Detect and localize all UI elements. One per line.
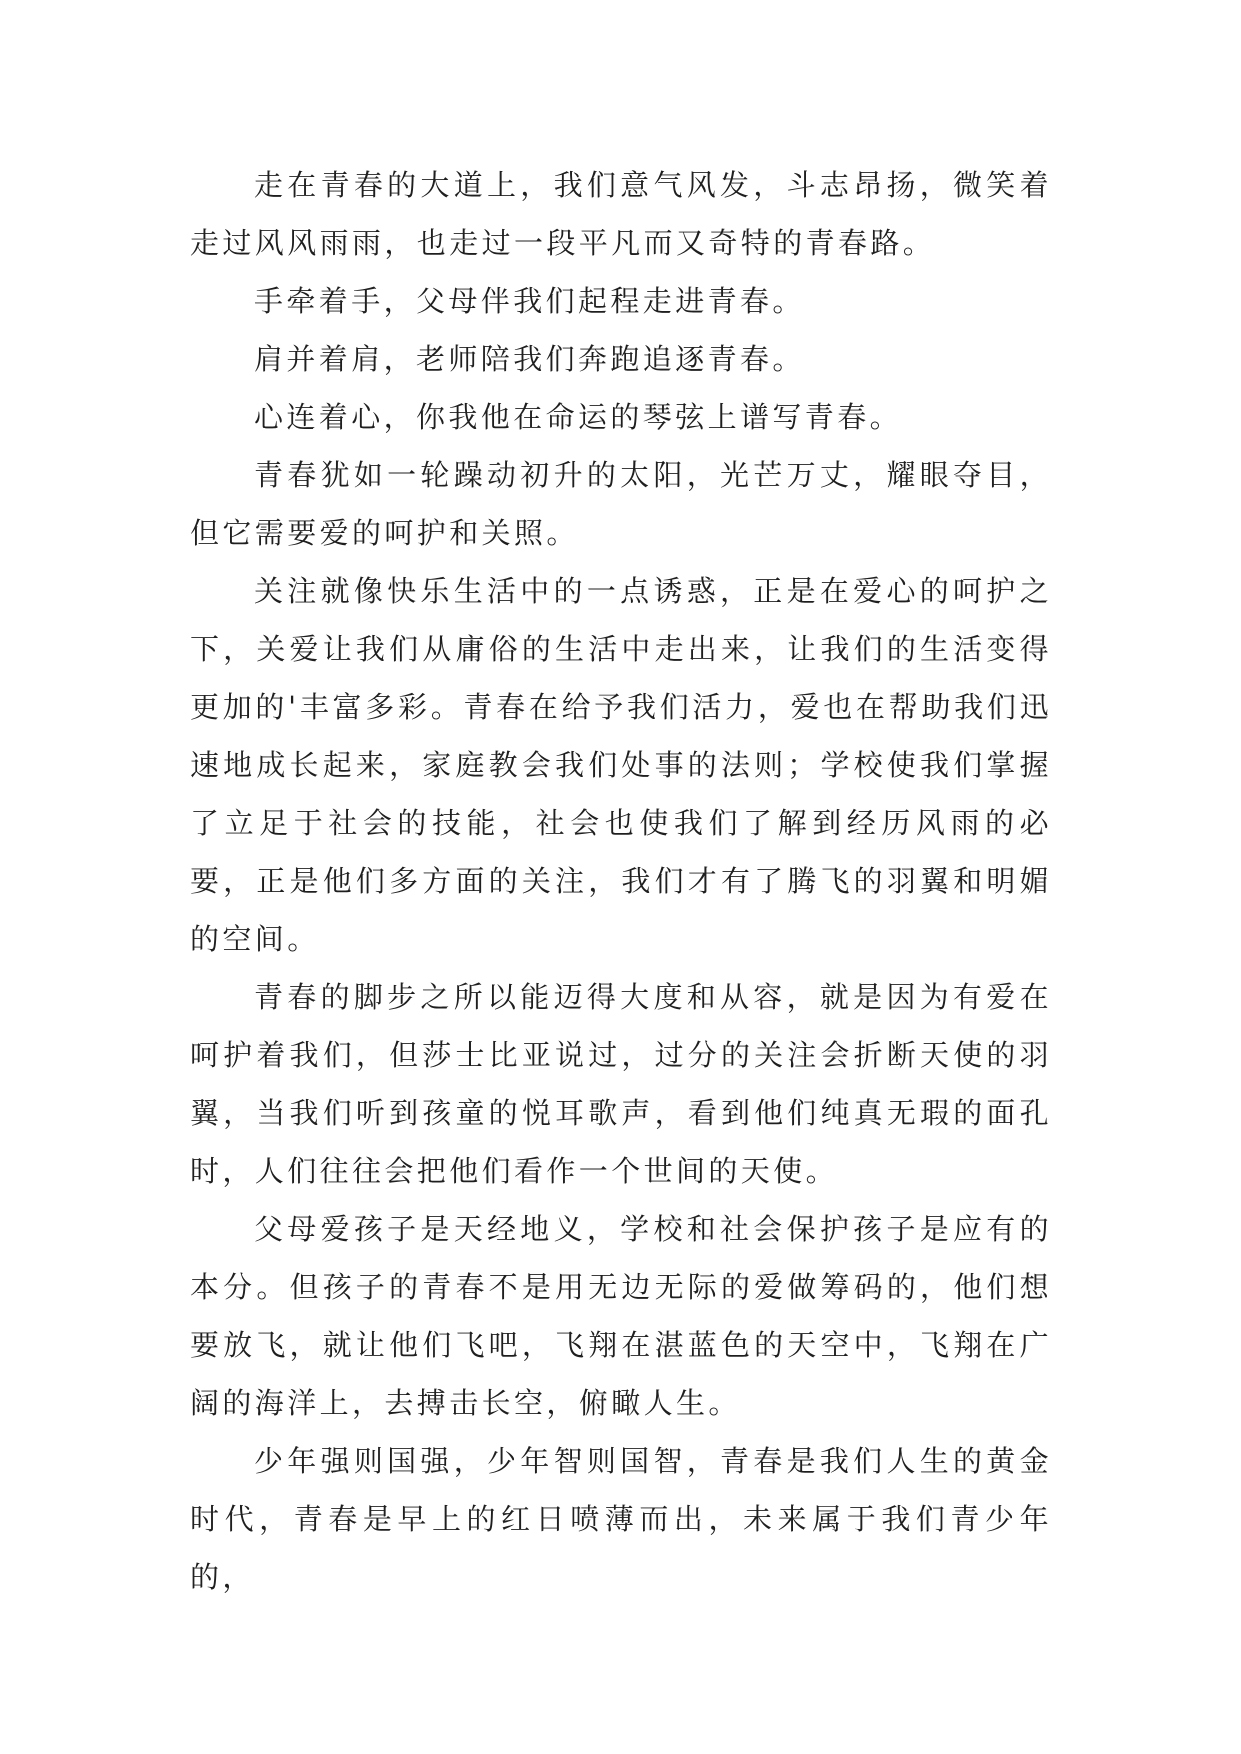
paragraph-3: 肩并着肩，老师陪我们奔跑追逐青春。 (254, 342, 805, 376)
paragraph-8: 父母爱孩子是天经地义，学校和社会保护孩子是应有的本分。但孩子的青春不是用无边无际的爱做筹码的，他们想要放飞，就让他们飞吧，飞翔在湛蓝色的天空中，飞翔在广阔的海洋上，去搏击长空，俯瞰人生。 (190, 1212, 1052, 1420)
paragraph-7: 青春的脚步之所以能迈得大度和从容，就是因为有爱在呵护着我们，但莎士比亚说过，过分的关注会折断天使的羽翼，当我们听到孩童的悦耳歌声，看到他们纯真无瑕的面孔时，人们往往会把他们看作一个世间的天使。 (190, 980, 1052, 1188)
document-body (190, 156, 1052, 1606)
paragraph-9: 少年强则国强，少年智则国智，青春是我们人生的黄金时代，青春是早上的红日喷薄而出，未来属于我们青少年的， (190, 1444, 1052, 1594)
paragraph-1: 走在青春的大道上，我们意气风发，斗志昂扬，微笑着走过风风雨雨，也走过一段平凡而又奇特的青春路。 (190, 168, 1052, 260)
paragraph-2: 手牵着手，父母伴我们起程走进青春。 (254, 284, 805, 318)
paragraph-4: 心连着心，你我他在命运的琴弦上谱写青春。 (254, 400, 903, 434)
paragraph-6: 关注就像快乐生活中的一点诱惑，正是在爱心的呵护之下，关爱让我们从庸俗的生活中走出来，让我们的生活变得更加的'丰富多彩。青春在给予我们活力，爱也在帮助我们迅速地成长起来，家庭教会我们处事的法则；学校使我们掌握了立足于社会的技能，社会也使我们了解到经历风雨的必要，正是他们多方面的关注，我们才有了腾飞的羽翼和明媚的空间。 (190, 574, 1052, 956)
paragraph-5: 青春犹如一轮躁动初升的太阳，光芒万丈，耀眼夺目，但它需要爱的呵护和关照。 (190, 458, 1052, 550)
